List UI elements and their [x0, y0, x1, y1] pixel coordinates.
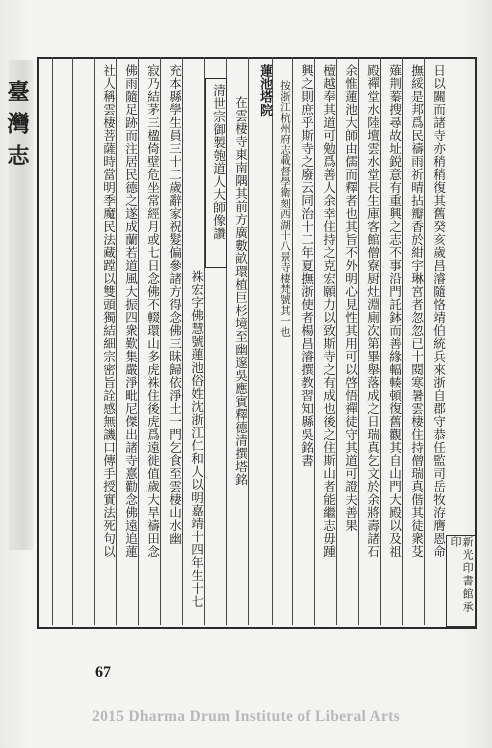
column-rule — [272, 57, 273, 625]
column-rule — [116, 57, 117, 625]
column-rule — [52, 57, 53, 625]
column-rule — [182, 57, 183, 625]
body-column-1: 袾宏字佛慧號蓮池俗姓沈浙江仁和人以明嘉靖十四年生十七 — [189, 270, 204, 608]
body-column-4: 佛雨隨足跡而注居民德之遂成蘭若道風大振四衆歎集嚴淨毗尼傑出諸寺憙勸念佛遠追蓮 — [123, 64, 138, 558]
publisher-stamp: 新光印書館承印 — [446, 535, 476, 627]
text-column-2: 撫綏是邦爲民禱雨祈晴拈瓣香於紺宇琳宮者忽忽已十閱寒暑雲棲住持僧瑞真偕其徒衆芟 — [409, 64, 424, 558]
column-rule — [358, 57, 359, 625]
text-column-3: 薙荆蓁搜尋故址鋭意有重興之志不事沿門託鉢而善緣輻輳頓復舊觀其自山門大殿以及祖 — [387, 64, 402, 558]
column-rule — [402, 57, 403, 625]
column-rule — [160, 57, 161, 625]
column-rule — [138, 57, 139, 625]
text-column-6: 檀越奉其道可勉爲善人余幸住持之克宏願力以致斯寺之有成也後之住斯山者能繼志毋踵 — [321, 64, 336, 558]
column-rule — [314, 57, 315, 625]
column-rule — [72, 57, 73, 625]
column-rule — [424, 57, 425, 625]
column-rule — [248, 57, 249, 625]
column-rule — [336, 57, 337, 625]
column-rule — [94, 57, 95, 625]
section-heading: 蓮池塔院 — [257, 64, 272, 117]
watermark: 2015 Dharma Drum Institute of Liberal Arts — [92, 708, 400, 725]
running-head: 臺灣志 — [9, 60, 33, 550]
boxed-title: 清世宗御製匏道人大師像讚 — [211, 84, 226, 240]
location-column: 在雲棲寺東南隅其前方廣數畝環植巨杉境至幽邃吳應賓釋德清撰塔銘 — [233, 96, 248, 486]
body-column-2: 充本縣學生員三十二歲辭家祝髮偏參諸方得念佛三昧歸依淨土一門乞食至雲棲山水幽 — [167, 64, 182, 545]
text-column-4: 殿禪堂水陸壇雲水堂長生庫客館僧寮厨灶淵廁次第畢舉落成之日瑞真乞文於余將壽諸石 — [365, 64, 380, 558]
body-column-5: 社人稱雲棲菩薩時當明季魔民法藏蹚以雙頭獨結細宗密旨詮感無譏口傳手授實法死句以 — [101, 64, 116, 558]
body-column-3: 寂乃結茅三楹倚壁危坐常經月或七日念佛不輟環山多虎袾住後虎爲遠徙值歲大旱禱田念 — [145, 64, 160, 558]
column-rule — [292, 57, 293, 625]
note-column: 按浙江杭州府志載督學衛刻西湖十八景寺棲梵號其一也 — [279, 80, 291, 337]
text-column-5: 余惟蓮池大師由儒而釋者也其旨不外明心見性其用可以啓悟禪徒守其道可證夫善果 — [343, 64, 358, 532]
text-column-7: 興之則庶乎斯寺之廢云同治十二年夏撫浙使者楊昌濬撰教習知縣吳銘書 — [299, 64, 314, 467]
page-number: 67 — [95, 664, 111, 681]
text-column-1: 日以關而諸寺亦稍稍復其舊癸亥歲昌濬隨恪靖伯統兵來浙自郡守恭任監司岳牧洊膺恩命 — [431, 64, 446, 558]
column-rule — [380, 57, 381, 625]
